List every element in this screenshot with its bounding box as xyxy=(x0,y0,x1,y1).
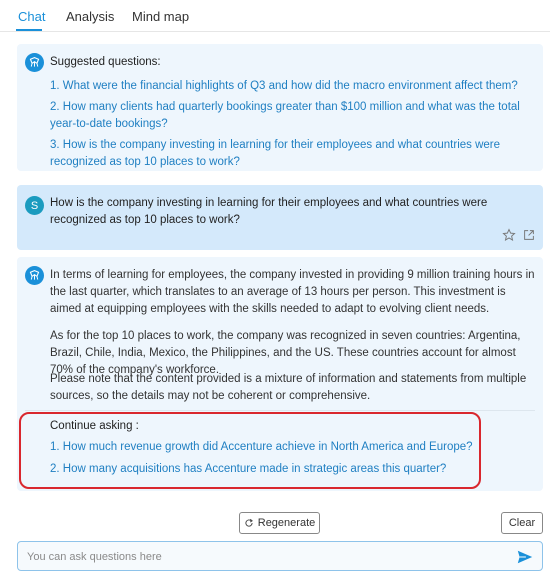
suggested-question-item[interactable]: 3. How is the company investing in learning for their employees and what countries were recognized as top 10 places to work? xyxy=(50,139,501,168)
tab-bar xyxy=(0,0,550,32)
suggested-question-item[interactable]: 1. What were the financial highlights of Q3 and how did the macro environment affect them? xyxy=(50,80,518,92)
answer-paragraph: As for the top 10 places to work, the company was recognized in seven countries: Argentina, Brazil, Chile, India, Mexico, the Philippines, and the US. These countries account for almost 70% of the company's workforce. xyxy=(50,330,521,376)
regenerate-label: Regenerate xyxy=(257,517,316,529)
suggested-question-item[interactable]: 2. How many clients had quarterly bookings greater than $100 million and what was the total year-to-date bookings? xyxy=(50,101,520,130)
share-icon[interactable] xyxy=(522,228,536,242)
continue-question-item[interactable]: 2. How many acquisitions has Accenture made in strategic areas this quarter? xyxy=(50,463,447,475)
tab-chat[interactable]: Chat xyxy=(18,9,46,24)
bot-logo-icon xyxy=(28,56,41,69)
star-icon[interactable] xyxy=(502,228,516,242)
divider xyxy=(25,410,535,411)
refresh-icon xyxy=(244,518,254,528)
user-avatar-letter: S xyxy=(30,199,39,212)
send-icon[interactable] xyxy=(516,548,534,566)
continue-question-item[interactable]: 1. How much revenue growth did Accenture achieve in North America and Europe? xyxy=(50,441,473,453)
assistant-avatar-icon xyxy=(25,53,44,72)
tab-mind-map[interactable]: Mind map xyxy=(132,9,190,24)
answer-paragraph: Please note that the content provided is a mixture of information and statements from multiple sources, so the details may not be coherent or comprehensive. xyxy=(50,373,527,402)
suggested-questions-list xyxy=(50,78,536,175)
clear-label: Clear xyxy=(508,517,536,529)
answer-paragraph: In terms of learning for employees, the company invested in providing 9 million training hours in the last quarter, which translates to an average of 13 hours per person. This investment is aimed at equipping employees with the skills needed to adapt to evolving client needs. xyxy=(50,269,535,315)
question-input[interactable] xyxy=(27,548,497,566)
active-tab-indicator xyxy=(16,29,42,31)
user-avatar xyxy=(25,196,44,215)
suggested-questions-title: Suggested questions: xyxy=(50,56,161,68)
clear-button[interactable] xyxy=(501,512,543,534)
assistant-avatar-icon xyxy=(25,266,44,285)
bot-logo-icon xyxy=(28,269,41,282)
question-input-box xyxy=(17,541,543,571)
suggested-questions-card xyxy=(17,44,543,171)
user-message-text: How is the company investing in learning for their employees and what countries were recognized as top 10 places to work? xyxy=(50,197,488,226)
tab-analysis[interactable]: Analysis xyxy=(66,9,115,24)
continue-asking-label: Continue asking : xyxy=(50,420,139,432)
regenerate-button[interactable] xyxy=(239,512,320,534)
user-message-card xyxy=(17,185,543,250)
highlight-annotation xyxy=(19,412,481,489)
